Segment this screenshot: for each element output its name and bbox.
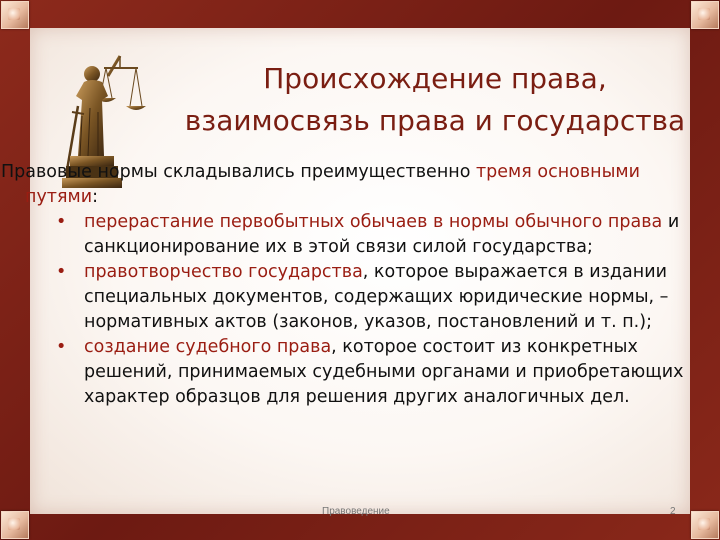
slide-body (1, 160, 710, 410)
list-item-text: и санкционирование их в этой связи силой государства; (84, 212, 680, 257)
list-item (56, 260, 696, 335)
footer-label: Правоведение (322, 506, 390, 517)
list-item-text: , которое состоит из конкретных решений, принимаемых судебными органами и приобретающих характер образцов для решения других аналогичных дел. (84, 337, 684, 407)
corner-ornament (691, 1, 719, 29)
list-item-text: , которое выражается в издании специальных документов, содержащих юридические нормы, – нормативных актов (законов, указов, постановлений и т. п.); (84, 262, 669, 332)
intro-paragraph (1, 160, 710, 210)
bullet-icon: • (56, 337, 67, 357)
corner-ornament (1, 1, 29, 29)
title-line-1: Происхождение права, (263, 62, 607, 95)
list-item (56, 210, 696, 260)
corner-ornament (691, 511, 719, 539)
list-item-highlight: правотворчество государства (84, 262, 363, 282)
bullet-icon: • (56, 262, 67, 282)
intro-colon: : (92, 187, 99, 207)
title-line-2: взаимосвязь права и государства (184, 104, 686, 137)
intro-text: Правовые нормы складывались преимущественно (1, 162, 476, 182)
list-item-highlight: перерастание первобытных обычаев в нормы обычного права (84, 212, 663, 232)
list-item (56, 335, 696, 410)
corner-ornament (1, 511, 29, 539)
slide-title (150, 58, 720, 142)
list-item-highlight: создание судебного права (84, 337, 332, 357)
intro-highlight: основными путями (25, 162, 640, 207)
page-number: 2 (670, 506, 676, 517)
intro-highlight: тремя (475, 162, 532, 182)
bullet-list (56, 210, 696, 410)
bullet-icon: • (56, 212, 67, 232)
